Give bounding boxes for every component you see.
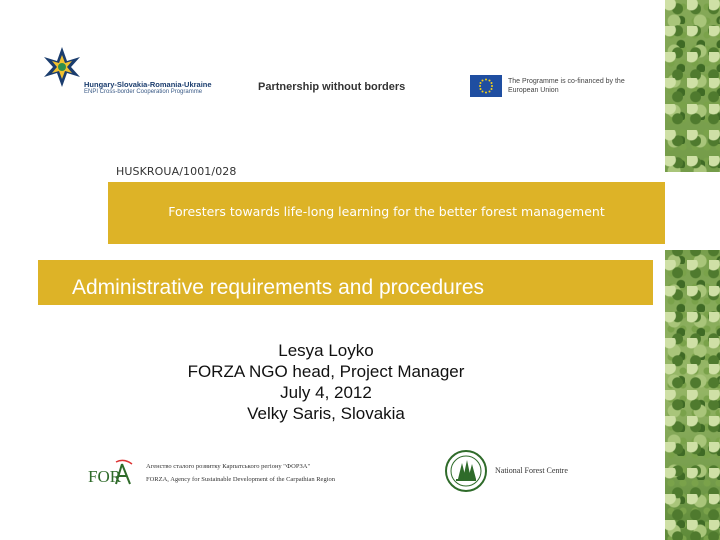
forest-strip-gap	[665, 172, 720, 250]
eu-flag-icon	[470, 75, 502, 97]
programme-name: Hungary-Slovakia-Romania-Ukraine	[84, 80, 212, 89]
forza-name-en: FORZA, Agency for Sustainable Development of the Carpathian Region	[146, 476, 336, 483]
forest-texture-strip	[665, 0, 720, 540]
project-code: HUSKROUA/1001/028	[116, 165, 237, 178]
presentation-title-banner	[38, 260, 653, 305]
speaker-role: FORZA NGO head, Project Manager	[187, 362, 465, 381]
svg-text:FOR: FOR	[88, 467, 122, 486]
partnership-slogan: Partnership without borders	[258, 81, 406, 93]
presentation-title: Administrative requirements and procedures	[72, 276, 485, 299]
speaker-block	[110, 340, 542, 424]
presentation-date: July 4, 2012	[280, 383, 372, 402]
programme-subtitle: ENPI Cross-border Cooperation Programme	[84, 89, 203, 95]
forza-logo	[86, 458, 134, 490]
eu-cofinance-text: The Programme is co-financed by the European Union	[508, 78, 625, 94]
speaker-name: Lesya Loyko	[278, 341, 374, 360]
project-title-banner	[108, 182, 665, 244]
presentation-place: Velky Saris, Slovakia	[247, 404, 405, 423]
forza-name-ua: Агенство сталого розвитку Карпатського регіону "ФОРЗА"	[146, 463, 311, 470]
national-forest-centre-name: National Forest Centre	[495, 466, 568, 475]
project-title: Foresters towards life-long learning for the better forest management	[168, 204, 605, 219]
national-forest-centre-seal	[444, 449, 488, 493]
